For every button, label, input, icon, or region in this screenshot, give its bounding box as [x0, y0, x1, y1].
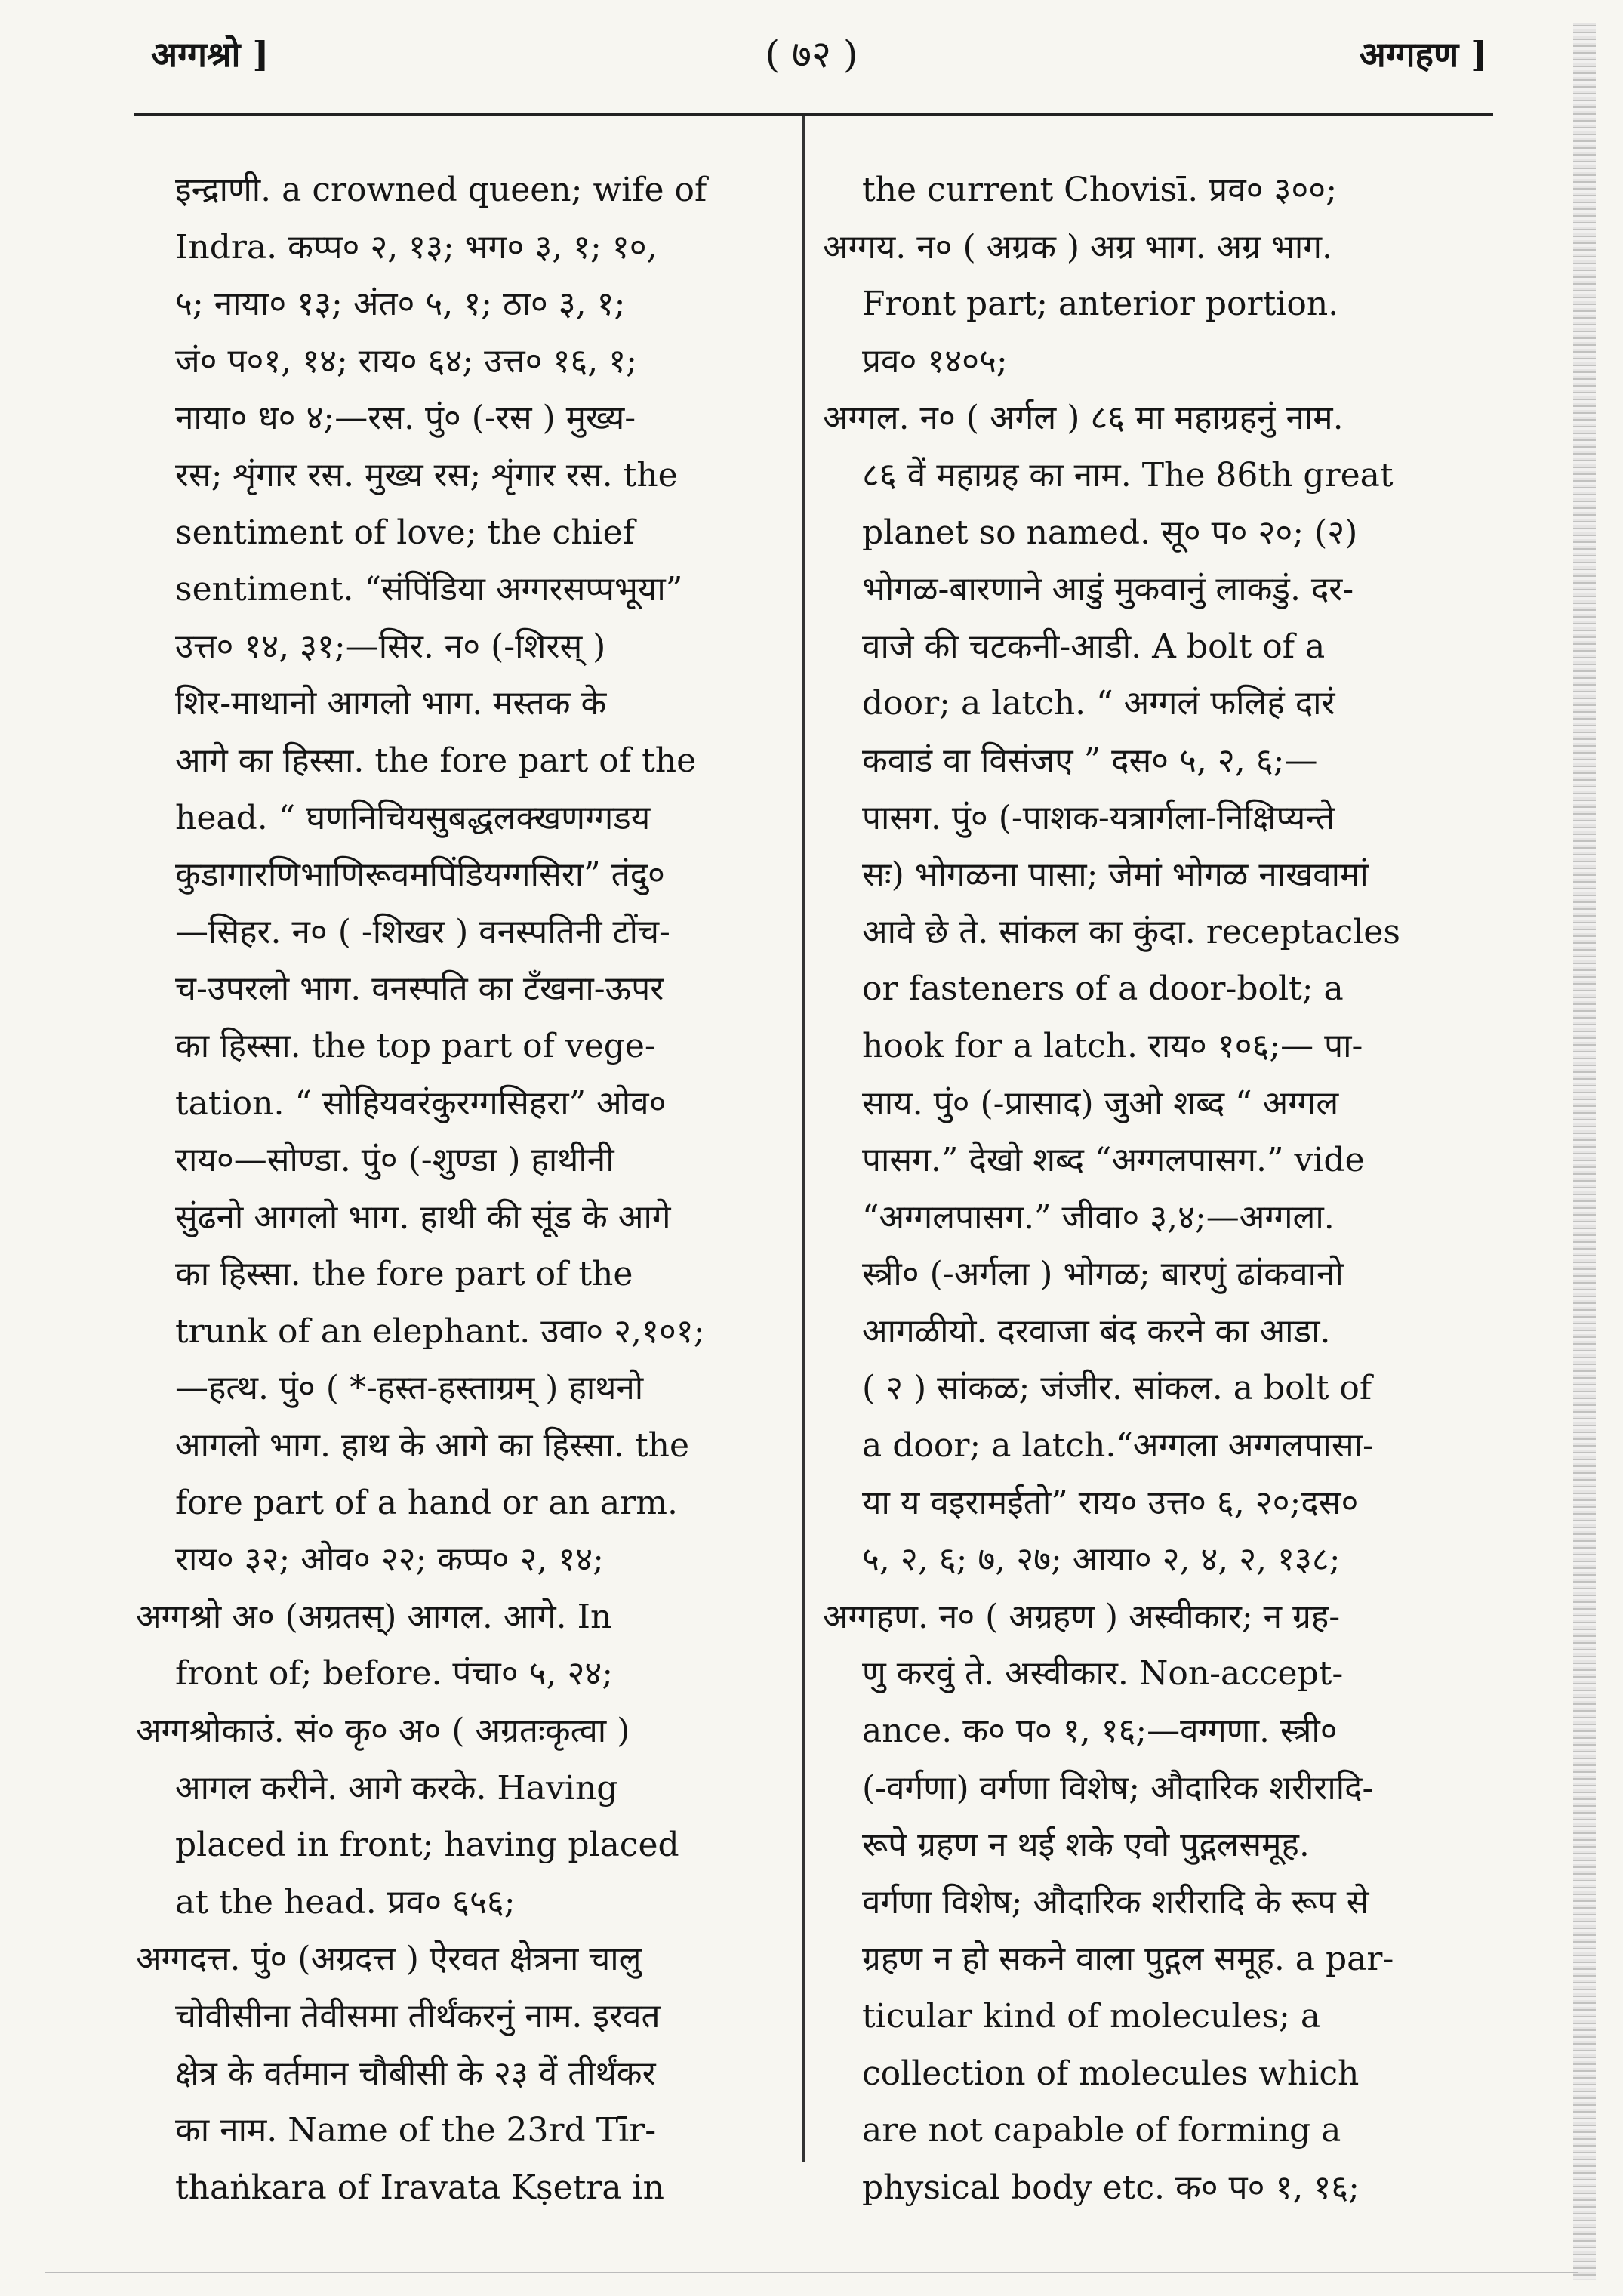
right-column-line: वर्गणा विशेष; औदारिक शरीरादि के रूप से: [862, 1882, 1369, 1922]
bottom-rule: [45, 2272, 1578, 2273]
right-column-line: सः) भोगळना पासा; जेमां भोगळ नाखवामां: [862, 855, 1369, 895]
right-column: [823, 162, 1487, 2216]
right-column-line: Front part; anterior portion.: [862, 285, 1339, 324]
right-column-line: “अग्गलपासग.” जीवा० ३,४;—अग्गला.: [862, 1197, 1335, 1237]
left-column-line: अग्गदत्त. पुं० (अग्रदत्त ) ऐरवत क्षेत्रना चालु: [136, 1940, 642, 1979]
right-column-line: planet so named. सू० प० २०; (२): [862, 513, 1358, 552]
left-column-line: आगल करीने. आगे करके. Having: [175, 1768, 618, 1808]
left-column-line: सुंढनो आगलो भाग. हाथी की सूंड के आगे: [175, 1197, 671, 1237]
right-column-line: पासग. पुं० (-पाशक-यत्रार्गला-निक्षिप्यन्ते: [862, 798, 1335, 837]
right-column-line: are not capable of forming a: [862, 2111, 1341, 2150]
left-column-line: अग्गश्रोकाउं. सं० कृ० अ० ( अग्रतःकृत्वा ): [136, 1712, 630, 1751]
right-column-line: साय. पुं० (-प्रासाद) जुओ शब्द “ अग्गल: [862, 1083, 1339, 1123]
right-column-line: ५, २, ६; ७, २७; आया० २, ४, २, १३८;: [862, 1540, 1341, 1579]
right-column-line: प्रव० १४०५;: [862, 341, 1008, 381]
right-column-line: पासग.” देखो शब्द “अग्गलपासग.” vide: [862, 1141, 1365, 1180]
column-divider: [802, 116, 805, 2162]
right-column-line: (-वर्गणा) वर्गणा विशेष; औदारिक शरीरादि-: [862, 1768, 1374, 1808]
left-column: [136, 162, 778, 2216]
right-column-line: रूपे ग्रहण न थई शके एवो पुद्गलसमूह.: [862, 1826, 1310, 1865]
left-column-line: कुडागारणिभाणिरूवमपिंडियग्गसिरा” तंदु०: [175, 855, 665, 895]
left-column-line: head. “ घणनिचियसुबद्धलक्खणग्गडय: [175, 798, 651, 837]
right-column-line: hook for a latch. राय० १०६;— पा-: [862, 1026, 1363, 1065]
left-column-line: trunk of an elephant. उवा० २,१०१;: [175, 1311, 705, 1351]
right-column-line: a door; a latch.“अग्गला अग्गलपासा-: [862, 1426, 1374, 1465]
left-column-line: च-उपरलो भाग. वनस्पति का टँखना-ऊपर: [175, 969, 664, 1009]
left-column-line: क्षेत्र के वर्तमान चौबीसी के २३ वें तीर्थंकर: [175, 2054, 656, 2093]
left-headword: अग्गश्रो ]: [151, 34, 269, 75]
right-column-line: कवाडं वा विसंजए ” दस० ५, २, ६;—: [862, 741, 1318, 780]
right-column-line: अग्गहण. न० ( अग्रहण ) अस्वीकार; न ग्रह-: [823, 1597, 1341, 1636]
left-column-line: —हत्थ. पुं० ( *-हस्त-हस्ताग्रम् ) हाथनो: [175, 1369, 644, 1408]
right-column-line: अग्गय. न० ( अग्रक ) अग्र भाग. अग्र भाग.: [823, 227, 1333, 267]
left-column-line: —सिहर. न० ( -शिखर ) वनस्पतिनी टोंच-: [175, 912, 670, 951]
left-column-line: उत्त० १४, ३१;—सिर. न० (-शिरस् ): [175, 627, 606, 666]
right-column-line: ticular kind of molecules; a: [862, 1997, 1321, 2036]
left-column-line: इन्द्राणी. a crowned queen; wife of: [175, 171, 707, 209]
header-rule: [134, 113, 1493, 116]
left-column-line: sentiment of love; the chief: [175, 513, 635, 552]
left-column-line: नाया० ध० ४;—रस. पुं० (-रस ) मुख्य-: [175, 399, 636, 438]
left-column-line: शिर-माथानो आगलो भाग. मस्तक के: [175, 684, 607, 723]
right-column-line: णु करवुं ते. अस्वीकार. Non-accept-: [862, 1654, 1344, 1693]
right-column-line: ८६ वें महाग्रह का नाम. The 86th great: [862, 455, 1394, 495]
right-column-line: आवे छे ते. सांकल का कुंदा. receptacles: [862, 912, 1400, 951]
right-column-line: स्त्री० (-अर्गला ) भोगळ; बारणुं ढांकवानो: [862, 1255, 1344, 1294]
left-column-line: fore part of a hand or an arm.: [175, 1483, 679, 1522]
left-column-line: का नाम. Name of the 23rd Tīr-: [175, 2111, 657, 2150]
left-column-line: front of; before. पंचा० ५, २४;: [175, 1654, 614, 1693]
left-column-line: placed in front; having placed: [175, 1826, 679, 1865]
page-number: ( ७२ ): [765, 32, 858, 76]
left-column-line: जं० प०१, १४; राय० ६४; उत्त० १६, १;: [175, 341, 637, 381]
right-column-line: ( २ ) सांकळ; जंजीर. सांकल. a bolt of: [862, 1369, 1372, 1408]
right-column-line: door; a latch. “ अग्गलं फलिहं दारं: [862, 684, 1335, 723]
right-column-line: collection of molecules which: [862, 2054, 1360, 2093]
right-column-line: भोगळ-बारणाने आडुं मुकवानुं लाकडुं. दर-: [862, 570, 1354, 609]
left-column-line: का हिस्सा. the fore part of the: [175, 1255, 633, 1294]
left-column-line: का हिस्सा. the top part of vege-: [175, 1026, 656, 1065]
right-column-line: ग्रहण न हो सकने वाला पुद्गल समूह. a par-: [862, 1940, 1394, 1979]
page-header: [136, 23, 1487, 83]
right-column-line: या य वइरामईतो” राय० उत्त० ६, २०;दस०: [862, 1483, 1359, 1522]
right-column-line: वाजे की चटकनी-आडी. A bolt of a: [862, 627, 1326, 666]
right-headword: अग्गहण ]: [1359, 34, 1487, 75]
left-column-line: अग्गश्रो अ० (अग्रतस्) आगल. आगे. In: [136, 1597, 612, 1636]
right-column-line: अग्गल. न० ( अर्गल ) ८६ मा महाग्रहनुं नाम.: [823, 399, 1344, 438]
right-column-line: physical body etc. क० प० १, १६;: [862, 2168, 1360, 2207]
left-column-line: tation. “ सोहियवरंकुरग्गसिहरा” ओव०: [175, 1083, 667, 1123]
left-column-line: राय०—सोण्डा. पुं० (-शुण्डा ) हाथीनी: [175, 1141, 614, 1180]
left-column-line: thaṅkara of Iravata Kṣetra in: [175, 2168, 664, 2207]
left-column-line: sentiment. “संपिंडिया अग्गरसप्पभूया”: [175, 570, 683, 609]
left-column-line: at the head. प्रव० ६५६;: [175, 1882, 516, 1922]
right-column-line: the current Chovisī. प्रव० ३००;: [862, 171, 1338, 209]
left-column-line: चोवीसीना तेवीसमा तीर्थंकरनुं नाम. इरवत: [175, 1997, 661, 2036]
page-edge-shadow: [1573, 23, 1596, 2280]
left-column-line: Indra. कप्प० २, १३; भग० ३, १; १०,: [175, 227, 658, 267]
left-column-line: आगलो भाग. हाथ के आगे का हिस्सा. the: [175, 1426, 690, 1465]
right-column-line: or fasteners of a door-bolt; a: [862, 969, 1344, 1009]
left-column-line: राय० ३२; ओव० २२; कप्प० २, १४;: [175, 1540, 604, 1579]
right-column-line: ance. क० प० १, १६;—वग्गणा. स्त्री०: [862, 1712, 1338, 1751]
left-column-line: रस; शृंगार रस. मुख्य रस; शृंगार रस. the: [175, 455, 678, 495]
right-column-line: आगळीयो. दरवाजा बंद करने का आडा.: [862, 1311, 1331, 1351]
left-column-line: ५; नाया० १३; अंत० ५, १; ठा० ३, १;: [175, 285, 626, 324]
left-column-line: आगे का हिस्सा. the fore part of the: [175, 741, 697, 780]
